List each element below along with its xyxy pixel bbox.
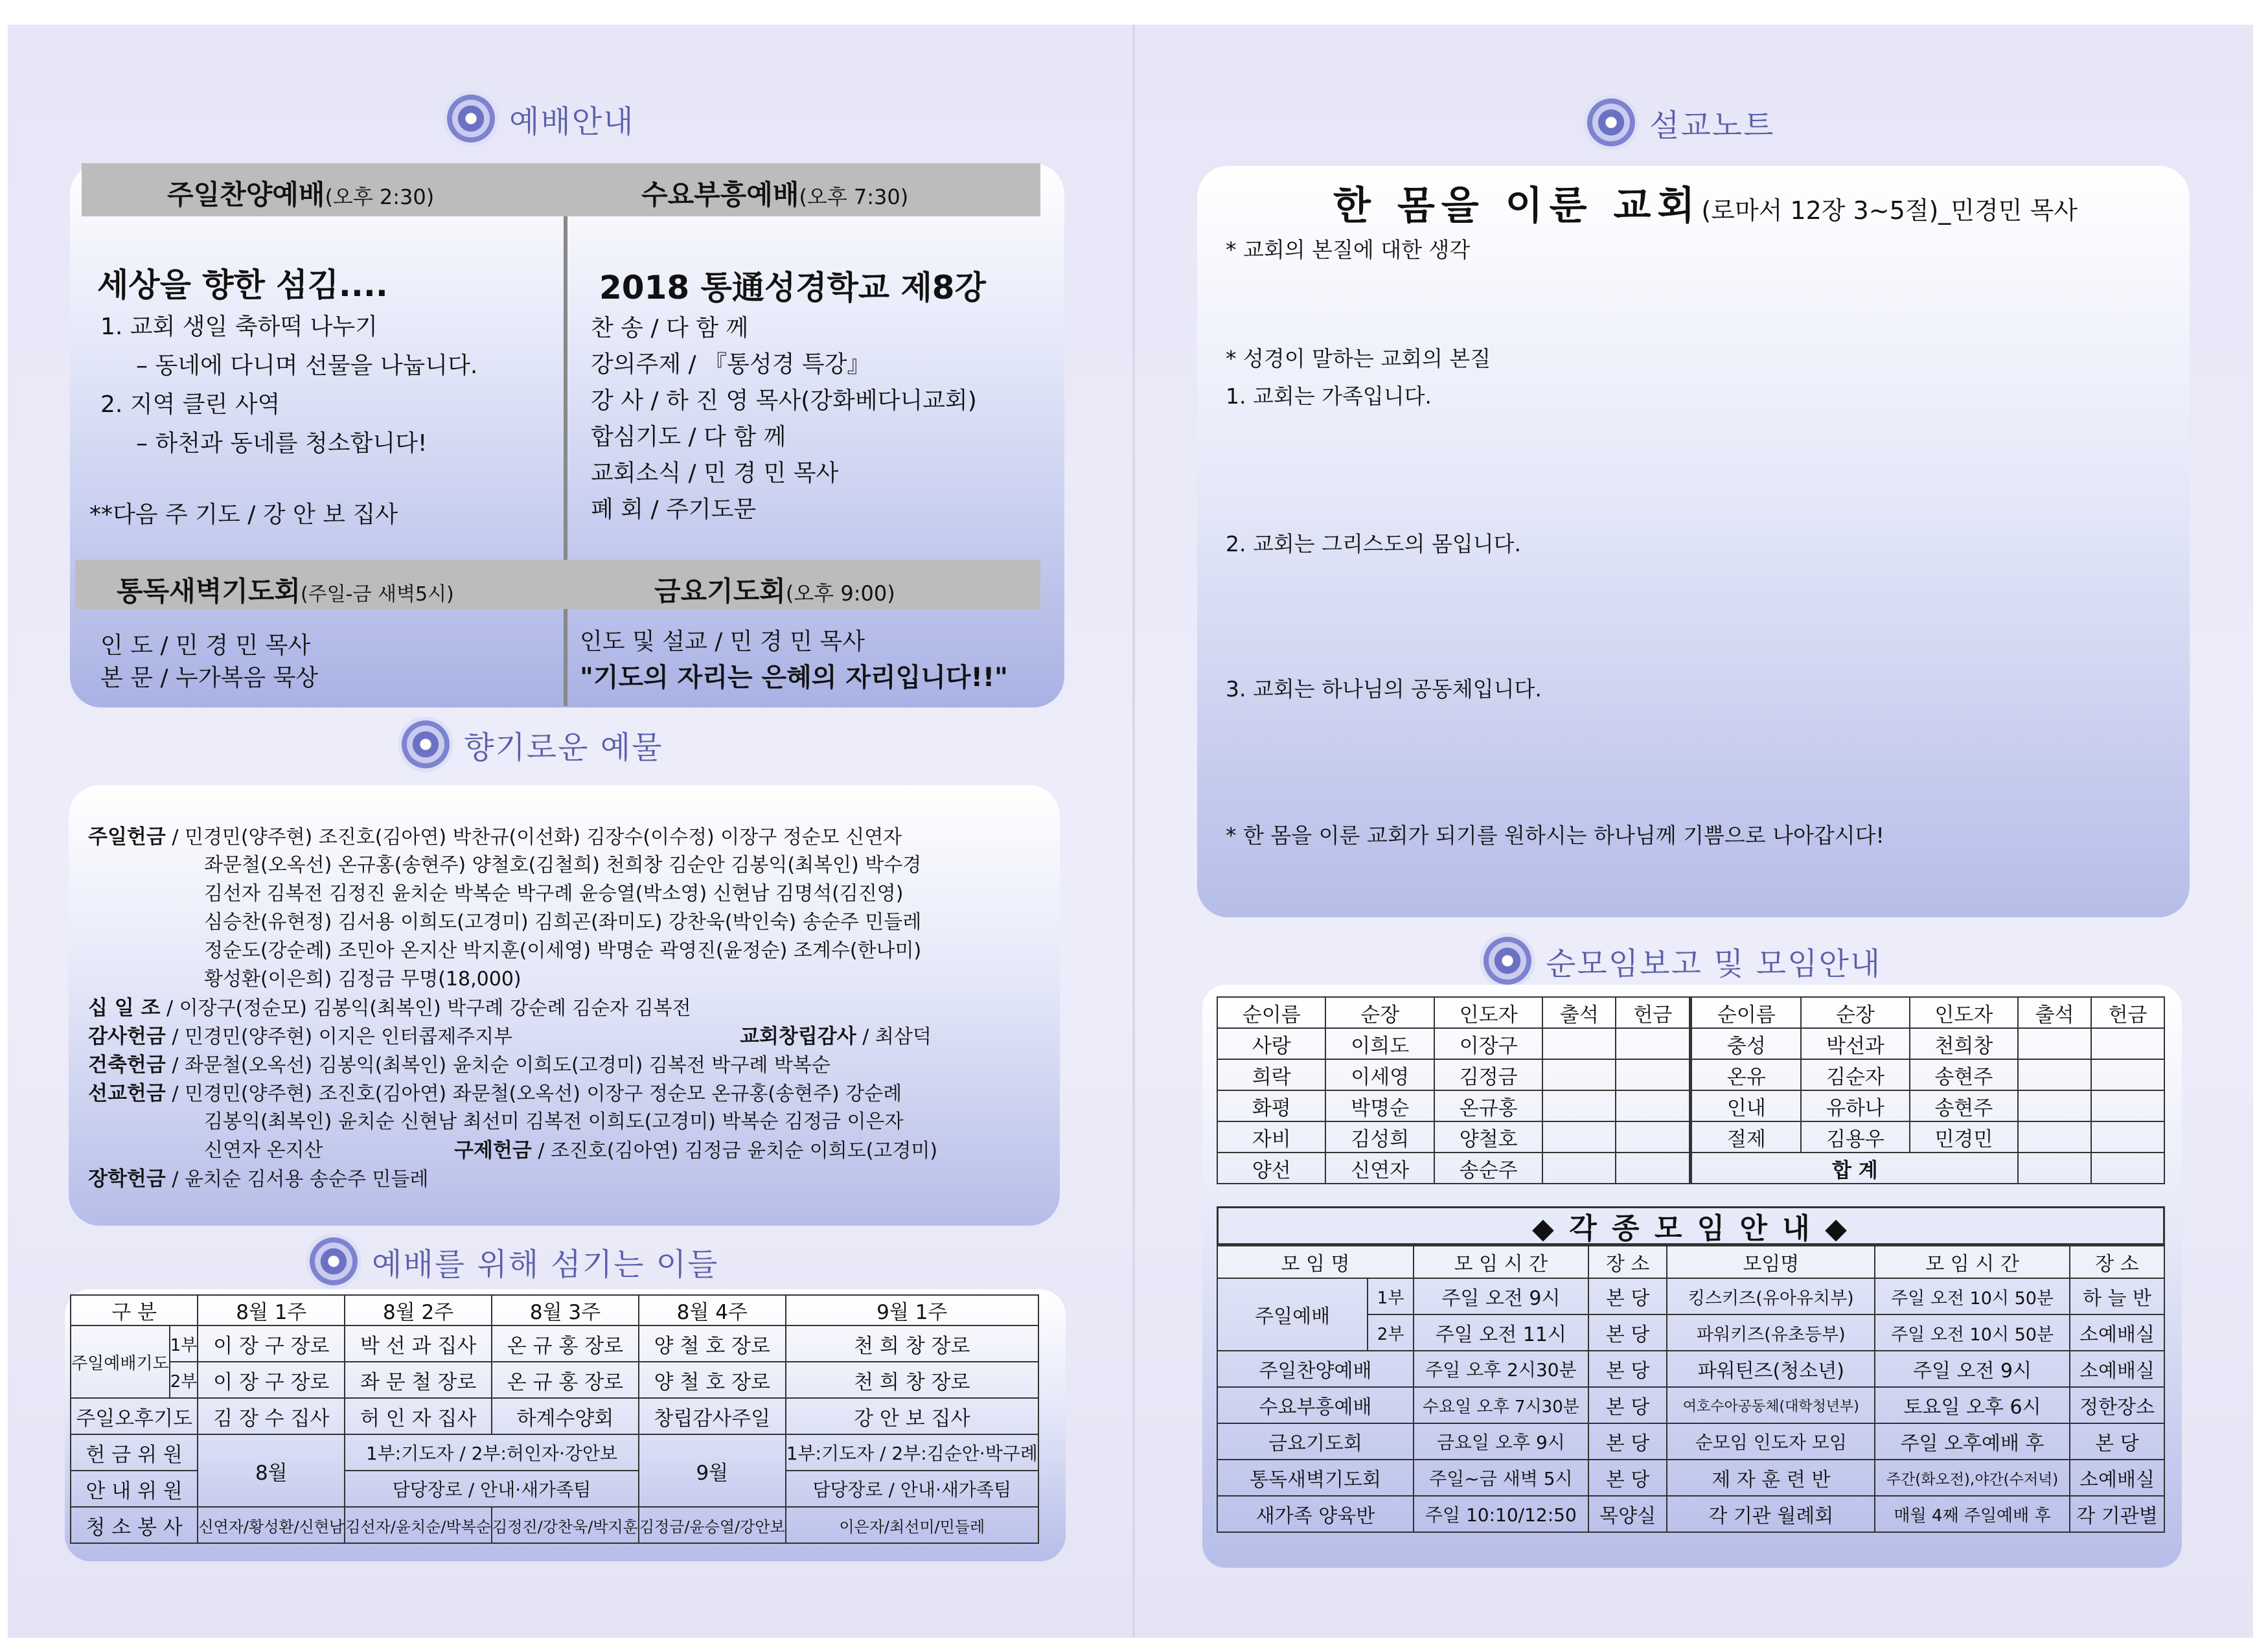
servers-header-cell: 8월 1주 [198, 1295, 345, 1325]
meetings-time-cell: 주일 오전 9시 [1414, 1278, 1588, 1314]
meetings-time-cell: 금요일 오후 9시 [1414, 1423, 1588, 1460]
servers-cell: 이은자/최선미/민들레 [786, 1507, 1038, 1543]
offering-row: 좌문철(오옥선) 온규홍(송현주) 양철호(김철희) 천희창 김순안 김봉익(최복인) 박수경 [204, 854, 922, 877]
group-cell: 화평 [1217, 1090, 1325, 1121]
meetings-place-cell: 본 당 [2070, 1423, 2164, 1460]
meetings-time-cell: 주일 오전 10시 50분 [1875, 1278, 2070, 1314]
group-attendance-cell[interactable] [2018, 1028, 2091, 1059]
group-attendance-cell[interactable] [2018, 1121, 2091, 1153]
relief-offering: 구제헌금 / 조진호(김아연) 김정금 윤치순 이희도(고경미) [454, 1139, 938, 1162]
servers-header-cell: 8월 3주 [492, 1295, 639, 1325]
dawn-line: 본 문 / 누가복음 묵상 [100, 665, 319, 691]
meetings-place-cell: 소예배실 [2070, 1314, 2164, 1351]
sermon-line: * 한 몸을 이룬 교회가 되기를 원하시는 하나님께 기쁨으로 나아갑시다! [1226, 823, 1884, 848]
servers-cell: 김 장 수 집사 [198, 1398, 345, 1434]
servers-cell: 하계수양회 [492, 1398, 639, 1434]
servers-cell: 온 규 홍 장로 [492, 1362, 639, 1398]
group-header-cell: 출석 [2018, 997, 2091, 1028]
group-cell: 박명순 [1325, 1090, 1434, 1121]
meetings-header-cell: 모 임 명 [1217, 1246, 1414, 1278]
group-cell: 송순주 [1434, 1153, 1542, 1184]
dawn-line: 인 도 / 민 경 민 목사 [100, 632, 311, 659]
meetings-place-cell: 본 당 [1588, 1423, 1667, 1460]
offering-section-title [402, 720, 663, 768]
servers-header-cell: 8월 2주 [345, 1295, 492, 1325]
offering-row: 감사헌금 / 민경민(양주현) 이지은 인터콥제주지부 [88, 1025, 513, 1048]
wednesday-line: 찬 송 / 다 함 께 [591, 315, 749, 341]
dawn-prayer-heading: 통독새벽기도회(주일-금 새벽5시) [117, 575, 454, 607]
meetings-time-cell: 주간(화오전),야간(수저녁) [1875, 1460, 2070, 1496]
group-cell: 박선과 [1801, 1028, 1909, 1059]
offering-list [88, 820, 1047, 1209]
servers-row-label: 주일예배기도 [71, 1325, 170, 1398]
group-cell: 온유 [1691, 1059, 1801, 1090]
servers-cell: 1부:기도자 / 2부:김순안·박구례 [786, 1434, 1038, 1471]
meetings-name-cell: 킹스키즈(유아유치부) [1667, 1278, 1875, 1314]
offering-row: 심승찬(유현정) 김서용 이희도(고경미) 김희곤(좌미도) 강찬욱(박인숙) 송순주 민들레 [204, 911, 922, 934]
group-attendance-cell[interactable] [1542, 1028, 1616, 1059]
servers-cell: 1부:기도자 / 2부:허인자·강안보 [345, 1434, 639, 1471]
offering-row: 정순도(강순례) 조민아 온지산 박지훈(이세영) 박명순 곽영진(윤정순) 조계수(한나미) [204, 939, 922, 962]
group-cell: 민경민 [1910, 1121, 2018, 1153]
meetings-time-cell: 수요일 오후 7시30분 [1414, 1387, 1588, 1423]
group-cell: 인내 [1691, 1090, 1801, 1121]
meetings-time-cell: 주일~금 새벽 5시 [1414, 1460, 1588, 1496]
meetings-time-cell: 주일 오전 9시 [1875, 1351, 2070, 1387]
sun-icon [1483, 937, 1531, 985]
meetings-name-cell: 주일찬양예배 [1217, 1351, 1414, 1387]
friday-line: 인도 및 설교 / 민 경 민 목사 [580, 628, 865, 655]
servers-part-cell: 2부 [170, 1362, 198, 1398]
meetings-name-cell: 통독새벽기도회 [1217, 1460, 1414, 1496]
founding-offering: 교회창립감사 / 최삼덕 [740, 1025, 932, 1048]
servers-cell: 신연자/황성환/신현남 [198, 1507, 345, 1543]
meetings-place-cell: 본 당 [1588, 1387, 1667, 1423]
meetings-header-cell: 모임명 [1667, 1246, 1875, 1278]
meetings-name-cell: 여호수아공동체(대학청년부) [1667, 1387, 1875, 1423]
meetings-place-cell: 정한장소 [2070, 1387, 2164, 1423]
sermon-line: 2. 교회는 그리스도의 몸입니다. [1226, 531, 1521, 556]
meetings-time-cell: 주일 오전 11시 [1414, 1314, 1588, 1351]
worship-section-title [447, 95, 634, 143]
servers-row-label: 헌 금 위 원 [71, 1434, 198, 1471]
meetings-place-cell: 목양실 [1588, 1496, 1667, 1532]
servers-cell: 양 철 호 장로 [639, 1325, 786, 1362]
sermon-line: 1. 교회는 가족입니다. [1226, 384, 1432, 409]
friday-line: "기도의 자리는 은혜의 자리입니다!!" [580, 663, 1008, 693]
group-cell: 양철호 [1434, 1121, 1542, 1153]
sunday-line: 2. 지역 클린 사역 [100, 391, 281, 418]
servers-cell: 담당장로 / 안내·새가족팀 [345, 1471, 639, 1507]
meetings-name-cell: 새가족 양육반 [1217, 1496, 1414, 1532]
group-cell: 사랑 [1217, 1028, 1325, 1059]
group-total-label: 합 계 [1691, 1153, 2018, 1184]
group-offering-cell[interactable] [2091, 1059, 2164, 1090]
sunday-line: – 동네에 다니며 선물을 나눕니다. [136, 352, 478, 379]
sun-icon [447, 95, 495, 143]
group-cell: 절제 [1691, 1121, 1801, 1153]
meetings-header-cell: 장 소 [2070, 1246, 2164, 1278]
offering-row: 십 일 조 / 이장구(정순모) 김봉익(최복인) 박구례 강순례 김순자 김복전 [88, 996, 691, 1020]
wednesday-line: 강의주제 / 『통성경 특강』 [591, 351, 871, 378]
meetings-place-cell: 하 늘 반 [2070, 1278, 2164, 1314]
servers-cell: 박 선 과 집사 [345, 1325, 492, 1362]
group-cell: 이세영 [1325, 1059, 1434, 1090]
servers-cell: 이 장 구 장로 [198, 1325, 345, 1362]
servers-cell: 김정금/윤승열/강안보 [639, 1507, 786, 1543]
meetings-name-cell: 주일예배 [1217, 1278, 1368, 1351]
offering-row: 장학헌금 / 윤치순 김서용 송순주 민들레 [88, 1167, 429, 1191]
group-offering-cell[interactable] [2091, 1121, 2164, 1153]
offering-row: 김선자 김복전 김정진 윤치순 박복순 박구례 윤승열(박소영) 신현남 김명석(김진영) [204, 882, 904, 905]
group-cell: 유하나 [1801, 1090, 1909, 1121]
group-header-cell: 인도자 [1910, 997, 2018, 1028]
group-cell: 온규홍 [1434, 1090, 1542, 1121]
meetings-name-cell: 수요부흥예배 [1217, 1387, 1414, 1423]
offering-row: 황성환(이은희) 김정금 무명(18,000) [204, 968, 521, 991]
group-attendance-cell[interactable] [2018, 1059, 2091, 1090]
sermon-heading: 한 몸을 이룬 교회(로마서 12장 3~5절)_민경민 목사 [1333, 183, 2078, 229]
sunday-line: 1. 교회 생일 축하떡 나누기 [100, 314, 378, 340]
group-offering-cell[interactable] [1616, 1153, 1691, 1184]
sunday-line: 세상을 향한 섬김.... [97, 266, 388, 304]
group-offering-cell[interactable] [1616, 1059, 1691, 1090]
group-cell: 송현주 [1910, 1090, 2018, 1121]
group-header-cell: 순이름 [1691, 997, 1801, 1028]
offering-row: 건축헌금 / 좌문철(오옥선) 김봉익(최복인) 윤치순 이희도(고경미) 김복전 박구례 박복순 [88, 1053, 830, 1077]
meetings-title: ◆ 각 종 모 임 안 내 ◆ [1217, 1206, 2165, 1245]
meetings-header-cell: 모 임 시 간 [1414, 1246, 1588, 1278]
wednesday-worship-heading: 수요부흥예배(오후 7:30) [641, 179, 909, 211]
offering-title-text: 향기로운 예물 [464, 729, 663, 766]
servers-cell: 이 장 구 장로 [198, 1362, 345, 1398]
sunday-line: – 하천과 동네를 청소합니다! [136, 430, 428, 457]
worship-title-text: 예배안내 [509, 103, 635, 140]
group-header-cell: 인도자 [1434, 997, 1542, 1028]
wednesday-line: 합심기도 / 다 함 께 [591, 424, 786, 450]
group-offering-cell[interactable] [2091, 1090, 2164, 1121]
servers-table [70, 1294, 1039, 1544]
wednesday-line: 강 사 / 하 진 영 목사(강화베다니교회) [591, 387, 977, 414]
sermon-line: * 교회의 본질에 대한 생각 [1226, 237, 1471, 262]
wednesday-line: 2018 통通성경학교 제8강 [599, 269, 986, 306]
meetings-part-cell: 2부 [1368, 1314, 1414, 1351]
group-header-cell: 순장 [1801, 997, 1909, 1028]
sermon-line: * 성경이 말하는 교회의 본질 [1226, 346, 1491, 371]
servers-cell: 온 규 홍 장로 [492, 1325, 639, 1362]
group-cell: 신연자 [1325, 1153, 1434, 1184]
prayer-divider [564, 609, 567, 706]
group-header-cell: 출석 [1542, 997, 1616, 1028]
group-report-table [1217, 996, 2165, 1184]
sermon-title-text: 설교노트 [1649, 107, 1775, 144]
offering-row: 김봉익(최복인) 윤치순 신현남 최선미 김복전 이희도(고경미) 박복순 김정금 이은자 [204, 1110, 904, 1133]
meetings-time-cell: 매월 4째 주일예배 후 [1875, 1496, 2070, 1532]
groups-section-title [1483, 937, 1881, 985]
meetings-place-cell: 각 기관별 [2070, 1496, 2164, 1532]
groups-title-text: 순모임보고 및 모임안내 [1546, 945, 1882, 982]
fold-line [1132, 25, 1135, 1638]
offering-row: 신연자 온지산 [204, 1139, 323, 1162]
meetings-place-cell: 본 당 [1588, 1278, 1667, 1314]
sunday-worship-heading: 주일찬양예배(오후 2:30) [167, 179, 435, 211]
group-offering-cell[interactable] [1616, 1121, 1691, 1153]
meetings-place-cell: 소예배실 [2070, 1351, 2164, 1387]
meetings-part-cell: 1부 [1368, 1278, 1414, 1314]
group-attendance-cell[interactable] [1542, 1121, 1616, 1153]
group-header-cell: 순장 [1325, 997, 1434, 1028]
meetings-name-cell: 제 자 훈 련 반 [1667, 1460, 1875, 1496]
group-cell: 양선 [1217, 1153, 1325, 1184]
wednesday-line: 폐 회 / 주기도문 [591, 496, 757, 523]
servers-row-label: 안 내 위 원 [71, 1471, 198, 1507]
offering-row: 선교헌금 / 민경민(양주현) 조진호(김아연) 좌문철(오옥선) 이장구 정순모 온규홍(송현주) 강순례 [88, 1082, 902, 1105]
group-cell: 자비 [1217, 1121, 1325, 1153]
sun-icon [1587, 98, 1635, 146]
meetings-name-cell: 순모임 인도자 모임 [1667, 1423, 1875, 1460]
offering-row: 주일헌금 / 민경민(양주현) 조진호(김아연) 박찬규(이선화) 김장수(이수정) 이장구 정순모 신연자 [88, 825, 902, 849]
wednesday-line: 교회소식 / 민 경 민 목사 [591, 460, 839, 487]
meetings-name-cell: 파워키즈(유초등부) [1667, 1314, 1875, 1351]
meetings-time-cell: 토요일 오후 6시 [1875, 1387, 2070, 1423]
group-cell: 충성 [1691, 1028, 1801, 1059]
meetings-name-cell: 각 기관 월례회 [1667, 1496, 1875, 1532]
sun-icon [310, 1237, 358, 1285]
meetings-place-cell: 본 당 [1588, 1351, 1667, 1387]
meetings-place-cell: 본 당 [1588, 1460, 1667, 1496]
servers-month-cell: 8월 [198, 1434, 345, 1507]
servers-cell: 김선자/윤치순/박복순 [345, 1507, 492, 1543]
meetings-header-cell: 모 임 시 간 [1875, 1246, 2070, 1278]
meetings-table [1217, 1245, 2165, 1533]
group-header-cell: 헌금 [1616, 997, 1691, 1028]
meetings-time-cell: 주일 오후 2시30분 [1414, 1351, 1588, 1387]
meetings-name-cell: 금요기도회 [1217, 1423, 1414, 1460]
servers-month-cell: 9월 [639, 1434, 786, 1507]
group-cell: 김용우 [1801, 1121, 1909, 1153]
group-header-cell: 순이름 [1217, 997, 1325, 1028]
servers-header-cell: 9월 1주 [786, 1295, 1038, 1325]
servers-cell: 좌 문 철 장로 [345, 1362, 492, 1398]
servers-row-label: 청 소 봉 사 [71, 1507, 198, 1543]
group-cell: 송현주 [1910, 1059, 2018, 1090]
meetings-header-cell: 장 소 [1588, 1246, 1667, 1278]
servers-cell: 김정진/강찬욱/박지훈 [492, 1507, 639, 1543]
group-cell: 천희창 [1910, 1028, 2018, 1059]
group-cell: 이장구 [1434, 1028, 1542, 1059]
servers-part-cell: 1부 [170, 1325, 198, 1362]
sermon-section-title [1587, 98, 1774, 146]
group-total-attendance[interactable] [2018, 1153, 2091, 1184]
group-offering-cell[interactable] [1616, 1090, 1691, 1121]
meetings-time-cell: 주일 10:10/12:50 [1414, 1496, 1588, 1532]
group-cell: 김정금 [1434, 1059, 1542, 1090]
servers-title-text: 예배를 위해 섬기는 이들 [372, 1246, 719, 1283]
group-attendance-cell[interactable] [1542, 1153, 1616, 1184]
servers-header-cell: 구 분 [71, 1295, 198, 1325]
meetings-place-cell: 본 당 [1588, 1314, 1667, 1351]
meetings-time-cell: 주일 오후예배 후 [1875, 1423, 2070, 1460]
servers-cell: 허 인 자 집사 [345, 1398, 492, 1434]
group-attendance-cell[interactable] [2018, 1090, 2091, 1121]
sun-icon [402, 720, 450, 768]
meetings-place-cell: 소예배실 [2070, 1460, 2164, 1496]
servers-cell: 강 안 보 집사 [786, 1398, 1038, 1434]
group-cell: 이희도 [1325, 1028, 1434, 1059]
servers-cell: 담당장로 / 안내·새가족팀 [786, 1471, 1038, 1507]
meetings-name-cell: 파워틴즈(청소년) [1667, 1351, 1875, 1387]
meetings-time-cell: 주일 오전 10시 50분 [1875, 1314, 2070, 1351]
group-total-offering[interactable] [2091, 1153, 2164, 1184]
group-cell: 김성희 [1325, 1121, 1434, 1153]
servers-section-title [310, 1237, 718, 1285]
worship-divider [564, 216, 567, 560]
group-offering-cell[interactable] [2091, 1028, 2164, 1059]
servers-cell: 창립감사주일 [639, 1398, 786, 1434]
servers-cell: 양 철 호 장로 [639, 1362, 786, 1398]
group-offering-cell[interactable] [1616, 1028, 1691, 1059]
sunday-line: **다음 주 기도 / 강 안 보 집사 [89, 501, 398, 528]
group-header-cell: 헌금 [2091, 997, 2164, 1028]
sermon-line: 3. 교회는 하나님의 공동체입니다. [1226, 676, 1542, 702]
servers-header-cell: 8월 4주 [639, 1295, 786, 1325]
friday-prayer-heading: 금요기도회(오후 9:00) [654, 575, 895, 607]
group-cell: 김순자 [1801, 1059, 1909, 1090]
servers-cell: 천 희 창 장로 [786, 1362, 1038, 1398]
servers-cell: 천 희 창 장로 [786, 1325, 1038, 1362]
group-attendance-cell[interactable] [1542, 1090, 1616, 1121]
group-attendance-cell[interactable] [1542, 1059, 1616, 1090]
servers-row-label: 주일오후기도 [71, 1398, 198, 1434]
group-cell: 희락 [1217, 1059, 1325, 1090]
